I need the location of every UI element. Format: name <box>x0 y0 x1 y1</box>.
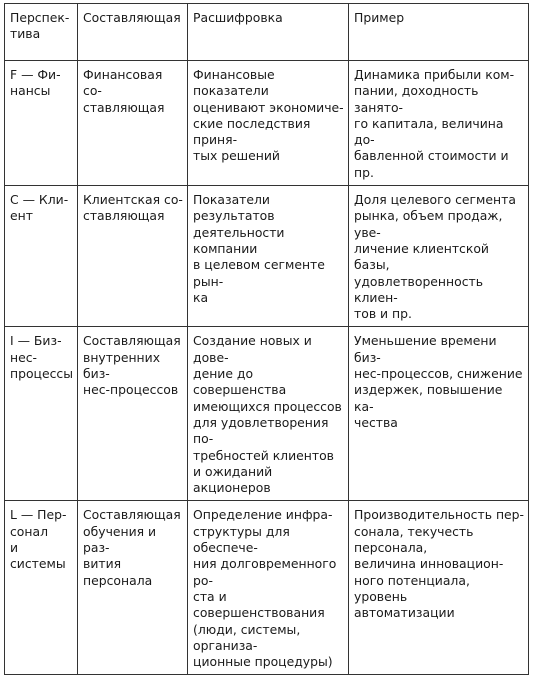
table-cell: Динамика прибыли ком- пании, доходность занято- го капитала, величина до- бавленной стоимости и пр. <box>349 61 529 186</box>
table-cell: Финансовые показатели оценивают экономиче- ские последствия приня- тых решений <box>188 61 349 186</box>
table-cell: Составляющая внутренних биз- нес-процессов <box>78 327 188 501</box>
header-cell-description: Расшифровка <box>188 4 349 61</box>
table-row <box>5 501 529 675</box>
table-row <box>5 186 529 327</box>
table-cell: Показатели результатов деятельности компании в целевом сегменте рын- ка <box>188 186 349 327</box>
bsc-perspectives-table <box>4 3 529 675</box>
table-row <box>5 61 529 186</box>
header-cell-example: Пример <box>349 4 529 61</box>
table-cell: Доля целевого сегмента рынка, объем продаж, уве- личение клиентской базы, удовлетворенность клиен- тов и пр. <box>349 186 529 327</box>
table-cell: Клиентская со- ставляющая <box>78 186 188 327</box>
table-cell: I — Биз- нес- процессы <box>5 327 78 501</box>
table-cell: F — Фи- нансы <box>5 61 78 186</box>
header-cell-perspective: Перспек- тива <box>5 4 78 61</box>
table-cell: Финансовая со- ставляющая <box>78 61 188 186</box>
table-cell: Производительность пер- сонала, текучесть персонала, величина инновацион- ного потенциала, уровень автоматизации <box>349 501 529 675</box>
table-cell: C — Кли- ент <box>5 186 78 327</box>
header-row <box>5 4 529 61</box>
table-cell: Составляющая обучения и раз- вития персонала <box>78 501 188 675</box>
table-cell: Создание новых и дове- дение до совершенства имеющихся процессов для удовлетворения по- требностей клиентов и ожиданий акционеров <box>188 327 349 501</box>
table-row <box>5 327 529 501</box>
table-cell: Уменьшение времени биз- нес-процессов, снижение издержек, повышение ка- чества <box>349 327 529 501</box>
table-cell: L — Пер- сонал и системы <box>5 501 78 675</box>
table-cell: Определение инфра- структуры для обеспече- ния долговременного ро- ста и совершенствования (люди, системы, организа- ционные процедуры) <box>188 501 349 675</box>
header-cell-component: Составляющая <box>78 4 188 61</box>
